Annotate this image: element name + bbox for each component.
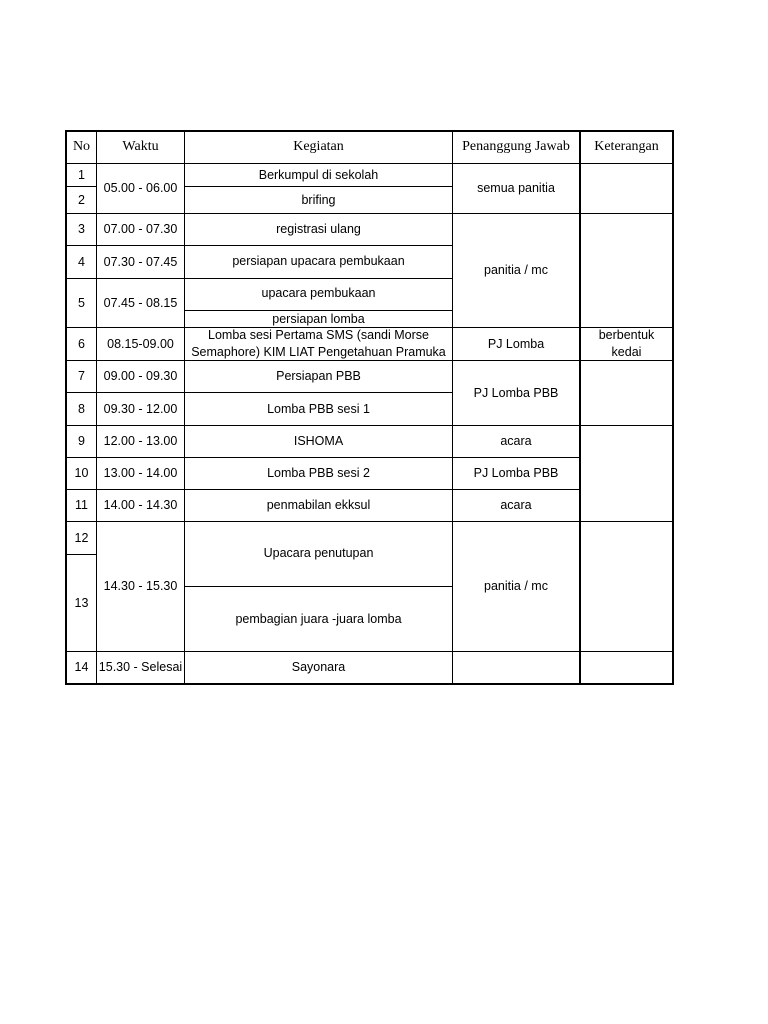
row-4-kegiatan: persiapan upacara pembukaan bbox=[232, 253, 405, 268]
row-8-no: 8 bbox=[78, 401, 85, 416]
row-7-no: 7 bbox=[78, 369, 85, 384]
row-7-kegiatan: Persiapan PBB bbox=[276, 369, 361, 384]
row-9-pj: acara bbox=[500, 434, 532, 449]
row-14-kegiatan: Sayonara bbox=[291, 660, 346, 675]
row-2-kegiatan: brifing bbox=[301, 192, 336, 207]
row-6-pj: PJ Lomba bbox=[487, 336, 545, 351]
row-12-13-waktu: 14.30 - 15.30 bbox=[103, 579, 178, 594]
table-border-bottom bbox=[65, 683, 674, 685]
row-13-no: 13 bbox=[74, 595, 89, 610]
header-waktu: Waktu bbox=[122, 139, 159, 155]
row-6-kegiatan-line-2: Semaphore) KIM LIAT Pengetahuan Pramuka bbox=[191, 344, 446, 359]
row-11-pj: acara bbox=[500, 498, 532, 513]
row-13-kegiatan: pembagian juara -juara lomba bbox=[235, 611, 402, 626]
row-12-13-pj: panitia / mc bbox=[484, 579, 548, 594]
row-6-kegiatan bbox=[185, 327, 452, 360]
row-5-kegiatan-2: persiapan lomba bbox=[272, 311, 365, 326]
row-11-kegiatan: penmabilan ekksul bbox=[266, 498, 371, 513]
header-keterangan: Keterangan bbox=[594, 139, 659, 155]
row-6-no: 6 bbox=[78, 336, 85, 351]
row-10-no: 10 bbox=[74, 466, 89, 481]
row-1-no: 1 bbox=[78, 167, 85, 182]
row-3-5-pj: panitia / mc bbox=[484, 263, 548, 278]
row-5-waktu: 07.45 - 08.15 bbox=[103, 295, 178, 310]
row-3-kegiatan: registrasi ulang bbox=[276, 222, 361, 237]
row-2-no: 2 bbox=[78, 192, 85, 207]
row-5-no: 5 bbox=[78, 295, 85, 310]
row-6-keterangan bbox=[581, 327, 672, 360]
row-8-kegiatan: Lomba PBB sesi 1 bbox=[267, 401, 370, 416]
row-8-waktu: 09.30 - 12.00 bbox=[103, 401, 178, 416]
row-10-pj: PJ Lomba PBB bbox=[473, 466, 559, 481]
row-3-no: 3 bbox=[78, 222, 85, 237]
row-11-no: 11 bbox=[75, 498, 88, 513]
row-9-waktu: 12.00 - 13.00 bbox=[103, 434, 178, 449]
header-kegiatan: Kegiatan bbox=[293, 139, 344, 155]
header-no: No bbox=[72, 139, 91, 155]
row-9-no: 9 bbox=[78, 434, 85, 449]
row-7-8-pj: PJ Lomba PBB bbox=[473, 385, 559, 400]
row-5-kegiatan: upacara pembukaan bbox=[261, 286, 376, 301]
header-penanggung-jawab: Penanggung Jawab bbox=[462, 139, 570, 155]
row-6-kegiatan-line-1: Lomba sesi Pertama SMS (sandi Morse bbox=[208, 327, 429, 342]
row-7-waktu: 09.00 - 09.30 bbox=[103, 369, 178, 384]
row-6-keterangan-line-1: berbentuk bbox=[598, 327, 655, 342]
row-6-waktu: 08.15-09.00 bbox=[107, 336, 174, 351]
row-4-no: 4 bbox=[78, 254, 85, 269]
row-12-kegiatan: Upacara penutupan bbox=[263, 545, 374, 560]
row-9-kegiatan: ISHOMA bbox=[293, 434, 344, 449]
row-1-kegiatan: Berkumpul di sekolah bbox=[258, 167, 379, 182]
row-14-no: 14 bbox=[74, 660, 89, 675]
row-11-waktu: 14.00 - 14.30 bbox=[103, 498, 178, 513]
row-4-waktu: 07.30 - 07.45 bbox=[103, 254, 178, 269]
row-3-waktu: 07.00 - 07.30 bbox=[103, 222, 178, 237]
row-10-waktu: 13.00 - 14.00 bbox=[103, 466, 178, 481]
row-14-waktu: 15.30 - Selesai bbox=[98, 660, 183, 675]
row-12-no: 12 bbox=[74, 530, 89, 545]
row-10-kegiatan: Lomba PBB sesi 2 bbox=[267, 466, 370, 481]
row-1-2-waktu: 05.00 - 06.00 bbox=[103, 181, 178, 196]
row-6-keterangan-line-2: kedai bbox=[611, 344, 642, 359]
row-1-2-pj: semua panitia bbox=[477, 181, 555, 196]
